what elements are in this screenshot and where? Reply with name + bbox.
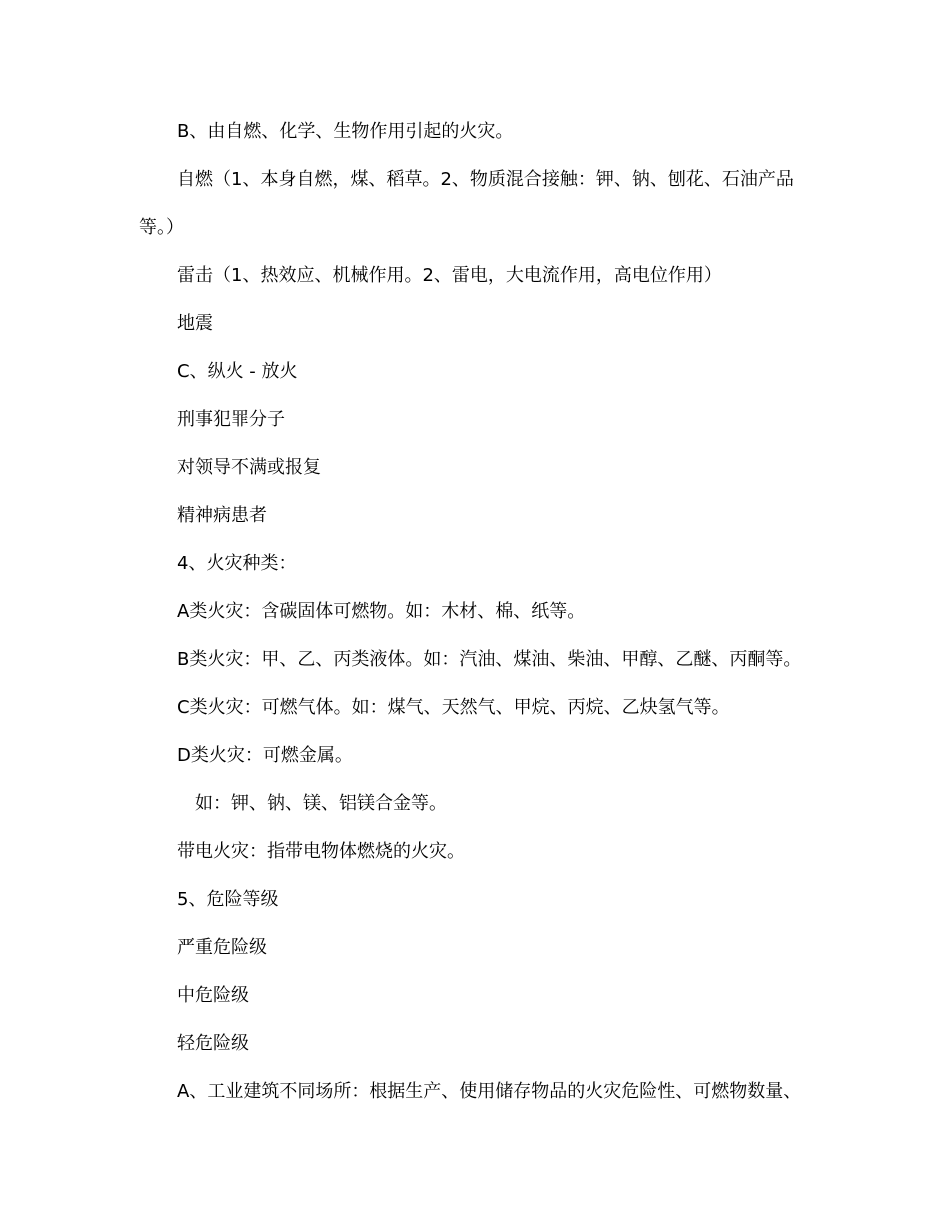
document-body	[139, 108, 819, 1116]
paragraph-class-a-fire: A类火灾：含碳固体可燃物。如：木材、棉、纸等。	[177, 601, 586, 622]
paragraph-medium-hazard: 中危险级	[177, 985, 249, 1006]
paragraph-earthquake: 地震	[177, 313, 213, 334]
paragraph-criminals: 刑事犯罪分子	[177, 409, 285, 430]
heading-hazard-levels: 5、危险等级	[177, 889, 279, 910]
paragraph-lightning: 雷击（1、热效应、机械作用。2、雷电，大电流作用，高电位作用）	[177, 265, 722, 286]
paragraph-class-b-fire: B类火灾：甲、乙、丙类液体。如：汽油、煤油、柴油、甲醇、乙醚、丙酮等。	[177, 649, 802, 670]
paragraph-arson-c: C、纵火 - 放火	[177, 361, 298, 382]
paragraph-class-c-fire: C类火灾：可燃气体。如：煤气、天然气、甲烷、丙烷、乙炔氢气等。	[177, 697, 730, 718]
paragraph-mental-patients: 精神病患者	[177, 505, 267, 526]
paragraph-light-hazard: 轻危险级	[177, 1033, 249, 1054]
paragraph-severe-hazard: 严重危险级	[177, 937, 267, 958]
paragraph-class-d-examples: 如：钾、钠、镁、铝镁合金等。	[195, 793, 447, 814]
heading-fire-types: 4、火灾种类：	[177, 553, 297, 574]
paragraph-revenge: 对领导不满或报复	[177, 457, 321, 478]
paragraph-class-d-fire: D类火灾：可燃金属。	[177, 745, 353, 766]
paragraph-industrial-buildings: A、工业建筑不同场所：根据生产、使用储存物品的火灾危险性、可燃物数量、	[177, 1081, 802, 1102]
paragraph-electrical-fire: 带电火灾：指带电物体燃烧的火灾。	[177, 841, 465, 862]
paragraph-fire-causes-b: B、由自燃、化学、生物作用引起的火灾。	[177, 121, 514, 142]
paragraph-spontaneous-combustion: 自燃（1、本身自燃，煤、稻草。2、物质混合接触：钾、钠、刨花、石油产品等。）	[139, 169, 794, 238]
